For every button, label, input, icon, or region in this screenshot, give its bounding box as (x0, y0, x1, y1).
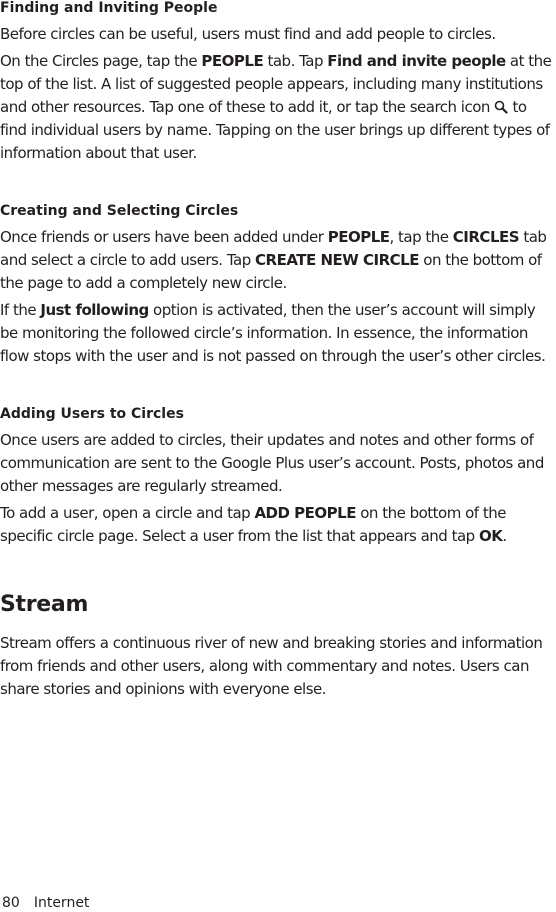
text: on the bottom of the page to add a completely new circle. (0, 251, 542, 292)
ui-term-circles: CIRCLES (452, 228, 520, 246)
text: Before circles can be useful, users must find and add people to circles. (0, 25, 496, 43)
chapter-title: Internet (33, 895, 90, 911)
text: to find individual users by name. Tapping on the user brings up different types of information about that user. (0, 98, 550, 162)
paragraph (0, 50, 556, 165)
page-footer (2, 894, 89, 912)
search-icon (494, 98, 508, 112)
ui-term-just-following: Just following (40, 301, 149, 319)
text: On the Circles page, tap the (0, 52, 202, 70)
paragraph (0, 502, 556, 548)
text: , tap the (389, 228, 453, 246)
section-heading-finding-inviting: Finding and Inviting People (0, 0, 218, 16)
ui-term-create-new-circle: CREATE NEW CIRCLE (255, 251, 419, 269)
paragraph (0, 299, 556, 368)
text: To add a user, open a circle and tap (0, 504, 255, 522)
paragraph (0, 429, 556, 498)
ui-term-ok: OK (478, 527, 503, 545)
paragraph (0, 226, 556, 295)
text: If the (0, 301, 41, 319)
ui-term-people: PEOPLE (327, 228, 390, 246)
text: tab and select a circle to add users. Tap (0, 228, 547, 269)
section-heading-adding-users: Adding Users to Circles (0, 406, 184, 422)
page-number: 80 (2, 895, 20, 911)
paragraph (0, 632, 556, 701)
section-heading-creating-selecting: Creating and Selecting Circles (0, 203, 239, 219)
text: option is activated, then the user’s account will simply be monitoring the followed circle’s information. In essence, the information flow stops with the user and is not passed on through the user’s other circles. (0, 301, 546, 365)
ui-term-add-people: ADD PEOPLE (254, 504, 356, 522)
text: at the top of the list. A list of suggested people appears, including many institutions and other resources. Tap one of these to add it, or tap the search icon (0, 52, 552, 116)
section-heading-stream: Stream (0, 592, 89, 617)
text: . (502, 527, 507, 545)
text: on the bottom of the specific circle page. Select a user from the list that appears and tap (0, 504, 506, 545)
ui-term-people: PEOPLE (201, 52, 264, 70)
text: Once friends or users have been added under (0, 228, 328, 246)
ui-term-find-invite: Find and invite people (327, 52, 506, 70)
paragraph (0, 23, 556, 46)
text: tab. Tap (263, 52, 328, 70)
text: Once users are added to circles, their updates and notes and other forms of communication are sent to the Google Plus user’s account. Posts, photos and other messages are regularly streamed. (0, 431, 544, 495)
text: Stream offers a continuous river of new and breaking stories and information from friends and other users, along with commentary and notes. Users can share stories and opinions with everyone else. (0, 634, 543, 698)
